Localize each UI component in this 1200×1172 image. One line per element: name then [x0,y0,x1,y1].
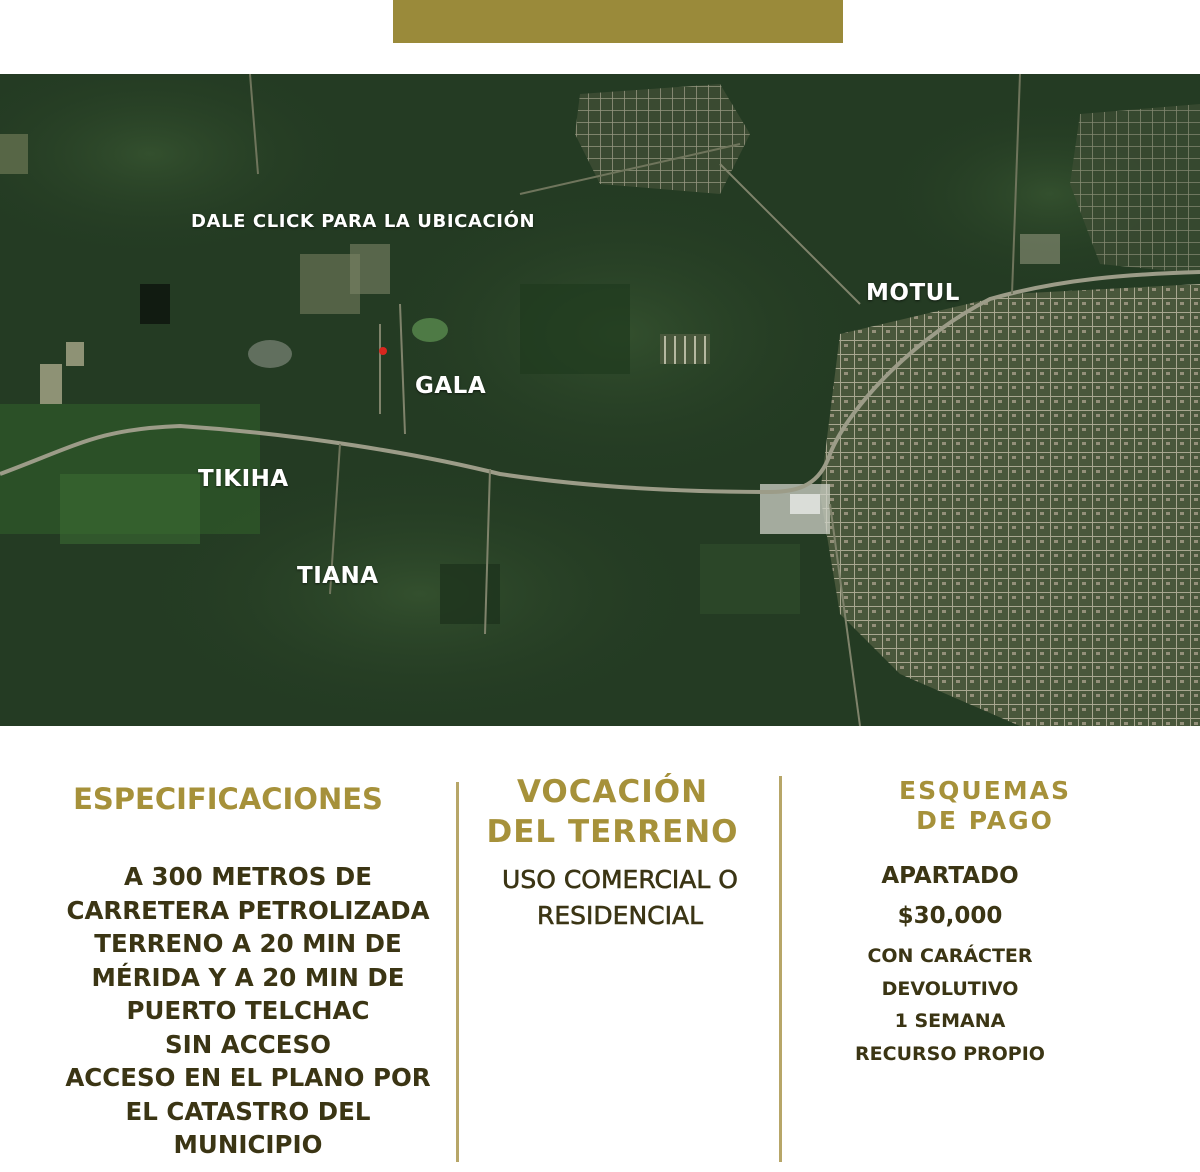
payment-detail-line: RECURSO PROPIO [855,1042,1045,1065]
location-link[interactable]: DALE CLICK PARA LA UBICACIÓN [191,211,536,232]
vocation-title-line: VOCACIÓN [516,774,709,810]
satellite-map[interactable] [0,74,1200,726]
specs-line: A 300 METROS DE [124,862,372,891]
payment-amount: $30,000 [897,903,1003,929]
specs-line: MÉRIDA Y A 20 MIN DE [91,962,405,992]
payment-detail-line: CON CARÁCTER [867,945,1033,967]
place-label-tikiha: TIKIHA [198,466,289,492]
column-divider [779,776,782,1162]
payment-title [860,776,1110,836]
place-label-tiana: TIANA [297,563,379,589]
vocation-line: USO COMERCIAL O [502,865,738,894]
specs-line: EL CATASTRO DEL [125,1096,371,1126]
place-label-motul: MOTUL [866,280,960,306]
specs-title: ESPECIFICACIONES [73,782,383,816]
vocation-list [470,862,770,934]
payment-details [815,940,1085,1070]
location-pin-marker [379,347,387,355]
vocation-line: RESIDENCIAL [536,901,703,930]
specs-list [36,860,460,1162]
specs-line: MUNICIPIO [173,1130,323,1159]
specs-line: CARRETERA PETROLIZADA [66,895,430,925]
map-terrain [0,74,1200,726]
specs-line: TERRENO A 20 MIN DE [94,929,402,958]
payment-title-line: ESQUEMAS [899,776,1071,805]
vocation-title [470,772,755,852]
specs-line: ACCESO EN EL PLANO POR [65,1063,431,1092]
specs-line: PUERTO TELCHAC [126,996,370,1025]
vocation-title-line: DEL TERRENO [486,814,739,850]
payment-detail-line: DEVOLUTIVO [881,977,1019,1000]
column-divider [456,782,459,1162]
place-label-gala: GALA [415,373,487,399]
specs-line: SIN ACCESO [165,1029,331,1059]
payment-detail-line: 1 SEMANA [894,1010,1006,1032]
payment-apartado: APARTADO [881,863,1019,889]
top-banner-bar [393,0,843,43]
payment-title-line: DE PAGO [916,806,1054,835]
